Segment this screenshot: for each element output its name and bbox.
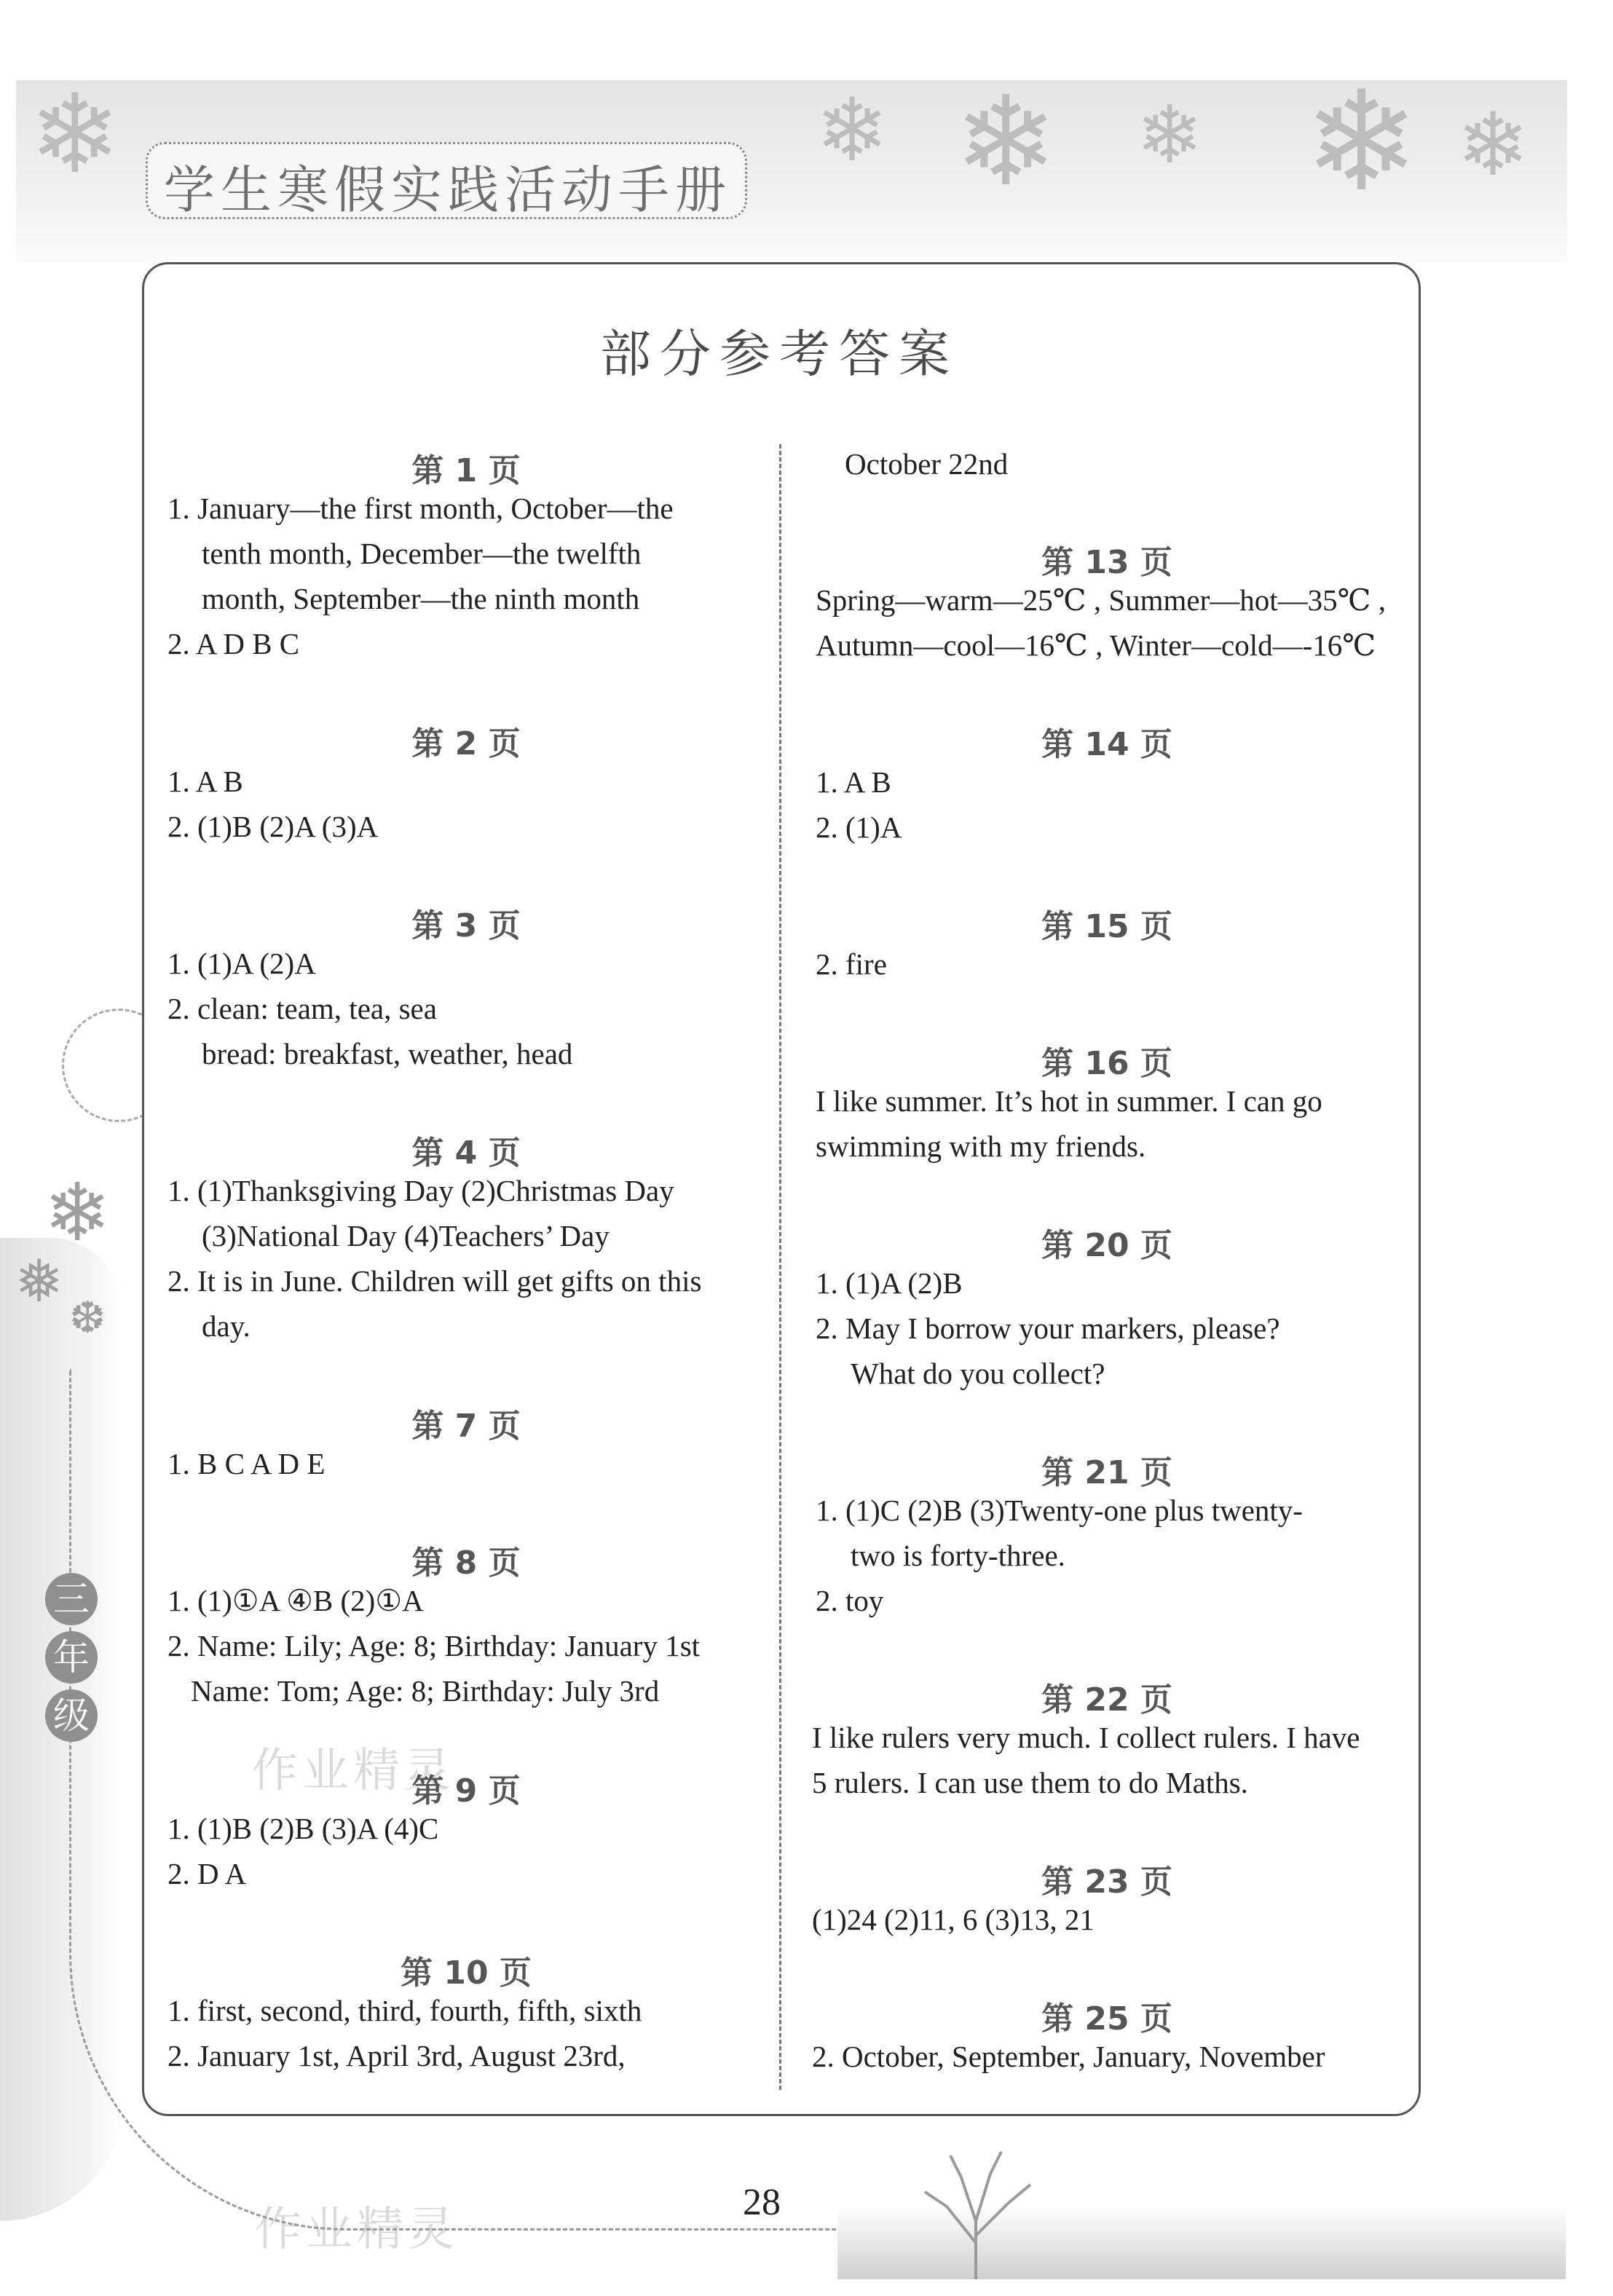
section-heading: 第 25 页 — [1041, 2000, 1172, 2037]
answer-line: 5 rulers. I can use them to do Maths. — [812, 1766, 1248, 1799]
section-heading: 第 16 页 — [1041, 1045, 1172, 1082]
section-heading: 第 22 页 — [1041, 1681, 1172, 1719]
answer-line: 2. May I borrow your markers, please? — [816, 1311, 1280, 1345]
snowflake-icon: ❄ — [1136, 88, 1204, 181]
answer-line: I like summer. It’s hot in summer. I can go — [816, 1084, 1322, 1118]
answer-line: October 22nd — [845, 447, 1009, 481]
answer-line: 1. (1)Thanksgiving Day (2)Christmas Day — [167, 1174, 674, 1207]
snowflake-icon: ❆ — [69, 1293, 106, 1344]
answer-line: Name: Tom; Age: 8; Birthday: July 3rd — [191, 1674, 660, 1708]
tree-icon — [881, 2134, 1070, 2279]
section-heading: 第 1 页 — [411, 452, 521, 489]
answer-line: 2. It is in June. Children will get gifts on this — [167, 1264, 702, 1298]
column-divider — [779, 444, 781, 2090]
answer-line: 1. (1)A (2)A — [167, 947, 316, 980]
answer-line: Autumn—cool—16℃ , Winter—cold—-16℃ — [816, 628, 1376, 662]
answer-line: tenth month, December—the twelfth — [202, 537, 642, 570]
section-heading: 第 9 页 — [411, 1772, 521, 1810]
answer-line: swimming with my friends. — [816, 1129, 1146, 1163]
answer-line: 1. (1)①A ④B (2)①A — [167, 1584, 424, 1617]
snowflake-icon: ❄ — [954, 70, 1058, 214]
grade-badge-1: 三 — [45, 1573, 98, 1625]
grade-badge-2: 年 — [45, 1631, 98, 1684]
header-title: 学生寒假实践活动手册 — [164, 160, 732, 220]
answer-line: 1. A B — [816, 765, 891, 799]
section-heading: 第 2 页 — [411, 725, 521, 762]
answer-line: I like rulers very much. I collect rulers. I have — [812, 1721, 1360, 1754]
section-heading: 第 20 页 — [1041, 1227, 1172, 1264]
snowflake-icon: ❅ — [15, 1247, 64, 1315]
answer-line: 1. B C A D E — [167, 1447, 326, 1480]
watermark-text: 作业精灵 — [251, 1744, 455, 1798]
section-heading: 第 8 页 — [411, 1545, 521, 1582]
answer-line: 2. D A — [167, 1857, 247, 1890]
answer-line: day. — [202, 1309, 251, 1343]
answer-line: two is forty-three. — [851, 1539, 1065, 1572]
snowflake-icon: ❄ — [816, 80, 889, 181]
answer-line: 2. clean: team, tea, sea — [167, 992, 437, 1025]
section-heading: 第 13 页 — [1041, 544, 1172, 581]
page-title: 部分参考答案 — [600, 324, 958, 384]
snowflake-icon: ❄ — [1304, 61, 1420, 222]
answer-line: 2. toy — [816, 1584, 884, 1617]
section-heading: 第 3 页 — [411, 907, 521, 944]
answer-line: What do you collect? — [851, 1357, 1105, 1390]
answer-line: month, September—the ninth month — [202, 582, 640, 615]
answer-line: Spring—warm—25℃ , Summer—hot—35℃ , — [816, 583, 1387, 617]
watermark-text: 作业精灵 — [255, 2203, 459, 2257]
answer-line: 1. A B — [167, 765, 243, 798]
answer-line: 2. October, September, January, November — [812, 2040, 1325, 2073]
section-heading: 第 15 页 — [1041, 908, 1172, 945]
section-heading: 第 7 页 — [411, 1408, 521, 1445]
answer-line: (1)24 (2)11, 6 (3)13, 21 — [812, 1903, 1095, 1936]
answer-line: bread: breakfast, weather, head — [202, 1037, 573, 1070]
answer-line: (3)National Day (4)Teachers’ Day — [202, 1219, 610, 1252]
answer-line: 2. (1)B (2)A (3)A — [167, 810, 379, 843]
section-heading: 第 4 页 — [411, 1135, 521, 1172]
answer-line: 2. Name: Lily; Age: 8; Birthday: January 1st — [167, 1629, 701, 1662]
snowflake-icon: ❄ — [44, 1166, 111, 1259]
answer-line: 1. (1)C (2)B (3)Twenty-one plus twenty- — [816, 1494, 1303, 1527]
answer-line: 2. (1)A — [816, 810, 902, 844]
answer-line: 1. (1)B (2)B (3)A (4)C — [167, 1812, 439, 1845]
answer-line: 2. fire — [816, 947, 887, 981]
snowflake-icon: ❄ — [29, 71, 121, 198]
answer-line: 1. (1)A (2)B — [816, 1266, 963, 1300]
answer-line: 1. first, second, third, fourth, fifth, sixth — [167, 1994, 642, 2027]
section-heading: 第 14 页 — [1041, 726, 1172, 763]
answer-line: 2. January 1st, April 3rd, August 23rd, — [167, 2039, 626, 2072]
snowflake-icon: ❄ — [1456, 95, 1530, 196]
section-heading: 第 21 页 — [1041, 1454, 1172, 1491]
answer-line: 2. A D B C — [167, 627, 300, 660]
section-heading: 第 10 页 — [401, 1954, 532, 1992]
section-heading: 第 23 页 — [1041, 1863, 1172, 1901]
grade-badge-3: 级 — [45, 1689, 98, 1742]
page-number: 28 — [743, 2182, 781, 2223]
answer-line: 1. January—the first month, October—the — [167, 492, 674, 525]
